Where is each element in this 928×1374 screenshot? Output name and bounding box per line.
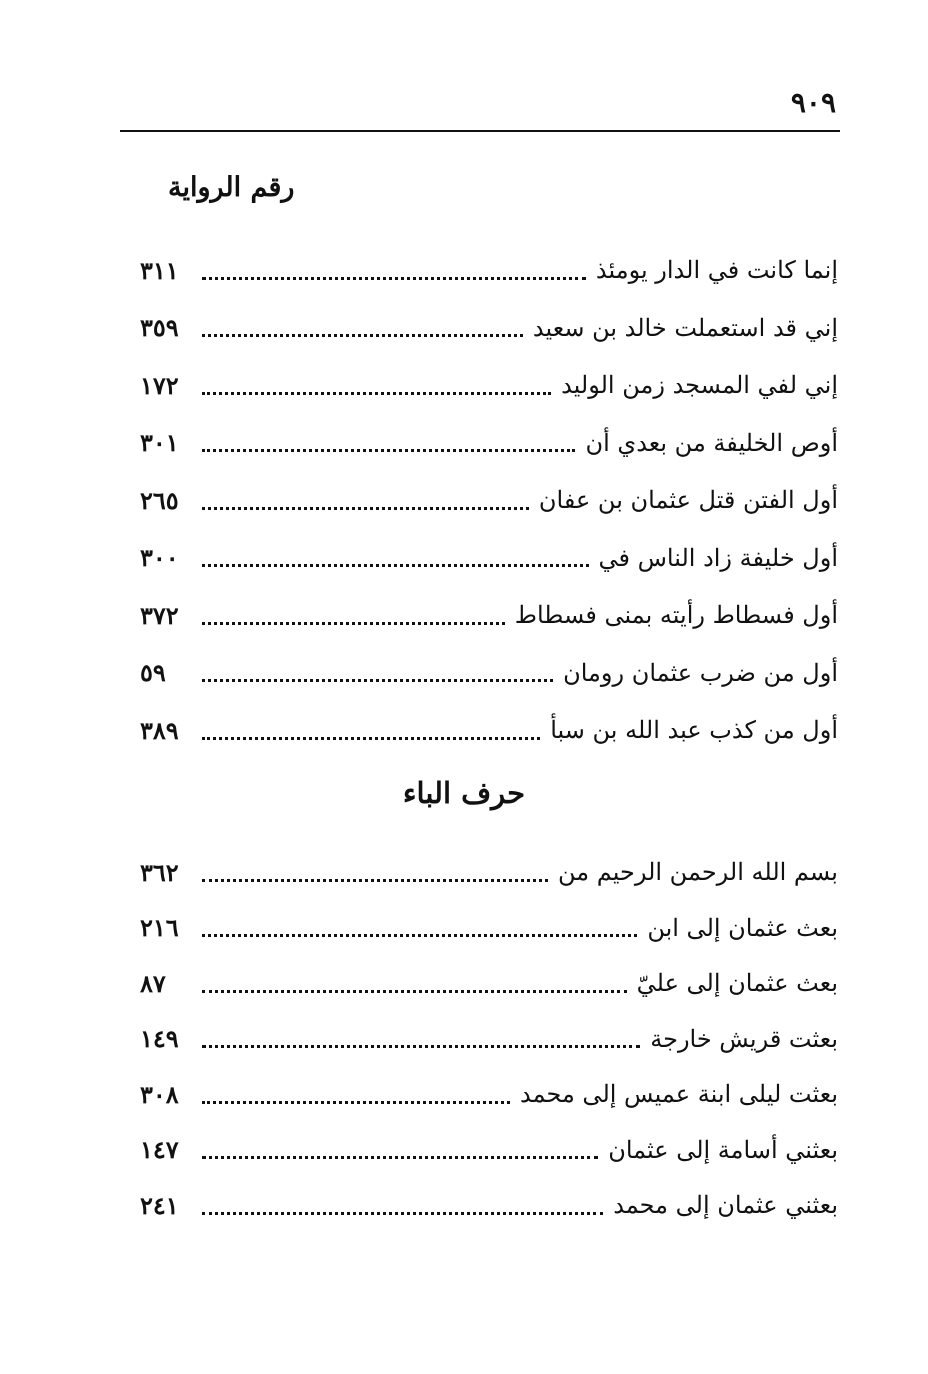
dot-leader: [202, 507, 529, 510]
entry-title: أول الفتن قتل عثمان بن عفان: [538, 486, 838, 514]
entry-title: إني لفي المسجد زمن الوليد: [561, 371, 838, 399]
index-entry: [140, 538, 838, 578]
dot-leader: [202, 1101, 510, 1104]
dot-leader: [202, 622, 505, 625]
dot-leader: [202, 934, 637, 937]
column-title: رقم الرواية: [168, 172, 295, 203]
entry-title: بعث عثمان إلى ابن: [647, 913, 838, 942]
index-entry: [140, 480, 838, 520]
entry-number: ٣٠٨: [140, 1079, 179, 1109]
index-entry: [140, 250, 838, 290]
dot-leader: [202, 449, 575, 452]
index-entry: [140, 852, 838, 892]
dot-leader: [202, 277, 586, 280]
index-entry: [140, 595, 838, 635]
entry-title: بعثني أسامة إلى عثمان: [608, 1135, 838, 1164]
dot-leader: [202, 1045, 640, 1048]
index-entry: [140, 710, 838, 750]
index-entry: [140, 423, 838, 463]
page-number: ٩٠٩: [790, 86, 836, 119]
entry-number: ٢٦٥: [140, 485, 179, 515]
dot-leader: [202, 1212, 603, 1215]
entry-title: بعثت ليلى ابنة عميس إلى محمد: [519, 1080, 838, 1108]
entry-title: بعثت قريش خارجة: [650, 1024, 838, 1053]
entry-title: بعثني عثمان إلى محمد: [613, 1191, 838, 1219]
entry-title: أول من كذب عبد الله بن سبأ: [550, 716, 838, 744]
index-entry: [140, 1130, 838, 1170]
entry-number: ٣٠١: [140, 428, 179, 457]
entry-title: أول فسطاط رأيته بمنى فسطاط: [514, 601, 838, 629]
entry-title: بعث عثمان إلى عليّ: [636, 969, 838, 997]
entry-number: ٣٥٩: [140, 313, 179, 342]
entry-number: ٨٧: [140, 968, 166, 998]
entry-title: أول خليفة زاد الناس في: [598, 543, 838, 572]
index-entry: [140, 1185, 838, 1225]
dot-leader: [202, 392, 551, 395]
entry-number: ٢١٦: [140, 913, 179, 942]
entry-number: ٣٨٩: [140, 715, 179, 745]
entry-number: ١٤٧: [140, 1135, 179, 1164]
dot-leader: [202, 564, 589, 567]
dot-leader: [202, 679, 553, 682]
entry-title: إنما كانت في الدار يومئذ: [595, 256, 838, 284]
dot-leader: [202, 334, 523, 337]
dot-leader: [202, 879, 548, 882]
header-rule: [120, 130, 840, 132]
entry-number: ١٤٩: [140, 1024, 179, 1053]
index-entry: [140, 308, 838, 348]
index-entry: [140, 653, 838, 693]
entry-title: بسم الله الرحمن الرحيم من: [558, 858, 838, 886]
dot-leader: [202, 990, 627, 993]
entry-number: ٣٧٢: [140, 600, 179, 630]
index-entry: [140, 365, 838, 405]
entry-number: ٢٤١: [140, 1190, 179, 1220]
index-entry: [140, 963, 838, 1003]
entry-number: ٣٠٠: [140, 543, 179, 572]
index-entry: [140, 908, 838, 948]
entry-number: ٣٦٢: [140, 857, 179, 887]
section-title: حرف الباء: [402, 776, 526, 810]
index-entry: [140, 1019, 838, 1059]
index-entry: [140, 1074, 838, 1114]
dot-leader: [202, 1156, 598, 1159]
entry-title: أول من ضرب عثمان رومان: [563, 658, 838, 687]
entry-number: ٥٩: [140, 658, 166, 687]
dot-leader: [202, 737, 540, 740]
entry-title: أوص الخليفة من بعدي أن: [585, 428, 838, 457]
entry-number: ١٧٢: [140, 370, 179, 400]
entry-title: إني قد استعملت خالد بن سعيد: [532, 313, 838, 342]
entry-number: ٣١١: [140, 255, 179, 285]
